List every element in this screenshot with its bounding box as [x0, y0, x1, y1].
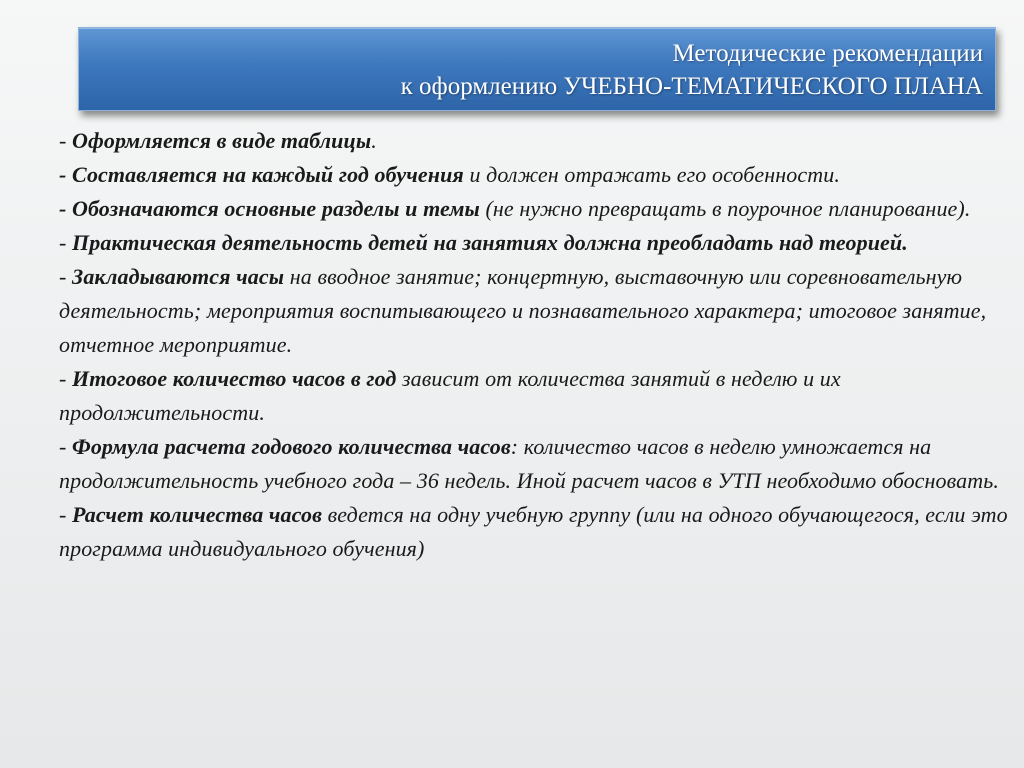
item-emphasis: Итоговое количество часов в год [72, 366, 397, 391]
item-emphasis: Расчет количества часов [72, 502, 323, 527]
item-prefix: - [59, 366, 73, 391]
list-item [59, 124, 1009, 158]
slide-title-line-2: к оформлению УЧЕБНО-ТЕМАТИЧЕСКОГО ПЛАНА [400, 73, 983, 100]
item-text: зависит от количества занятий в неделю и их продолжительности. [59, 366, 841, 425]
item-emphasis: Закладываются часы [72, 264, 285, 289]
item-prefix: - [59, 502, 73, 527]
item-emphasis: Практическая деятельность детей на занятиях должна преобладать над теорией. [72, 230, 908, 255]
list-item [59, 158, 1009, 192]
item-prefix: - [59, 264, 73, 289]
item-prefix: - [59, 434, 73, 459]
item-emphasis: - Составляется на каждый год обучения [59, 162, 464, 187]
item-text: ведется на одну учебную группу (или на одного обучающегося, если это программа индивидуального обучения) [59, 502, 1008, 561]
item-emphasis: - Обозначаются основные разделы и темы [59, 196, 480, 221]
slide-title-line-1: Методические рекомендации [672, 40, 983, 67]
list-item [59, 226, 1009, 260]
item-text: на вводное занятие; концертную, выставочную или соревновательную деятельность; мероприятия воспитывающего и познавательного характера; итоговое занятие, отчетное мероприятие. [59, 264, 987, 357]
item-text: (не нужно превращать в поурочное планирование). [479, 196, 971, 221]
item-emphasis: Оформляется в виде таблицы [72, 128, 372, 153]
item-text: и должен отражать его особенности. [463, 162, 840, 187]
item-text: . [371, 128, 377, 153]
title-banner [78, 27, 996, 111]
item-prefix: - [59, 128, 73, 153]
item-text: : количество часов в неделю умножается на продолжительность учебного года – 36 недель. Иной расчет часов в УТП необходимо обосновать. [59, 434, 999, 493]
list-item [59, 498, 1009, 566]
recommendations-list [59, 124, 1009, 566]
item-emphasis: Формула расчета годового количества часов [72, 434, 511, 459]
item-prefix: - [59, 230, 73, 255]
list-item [59, 362, 1009, 430]
list-item [59, 192, 1009, 226]
list-item [59, 260, 1009, 362]
list-item [59, 430, 1009, 498]
